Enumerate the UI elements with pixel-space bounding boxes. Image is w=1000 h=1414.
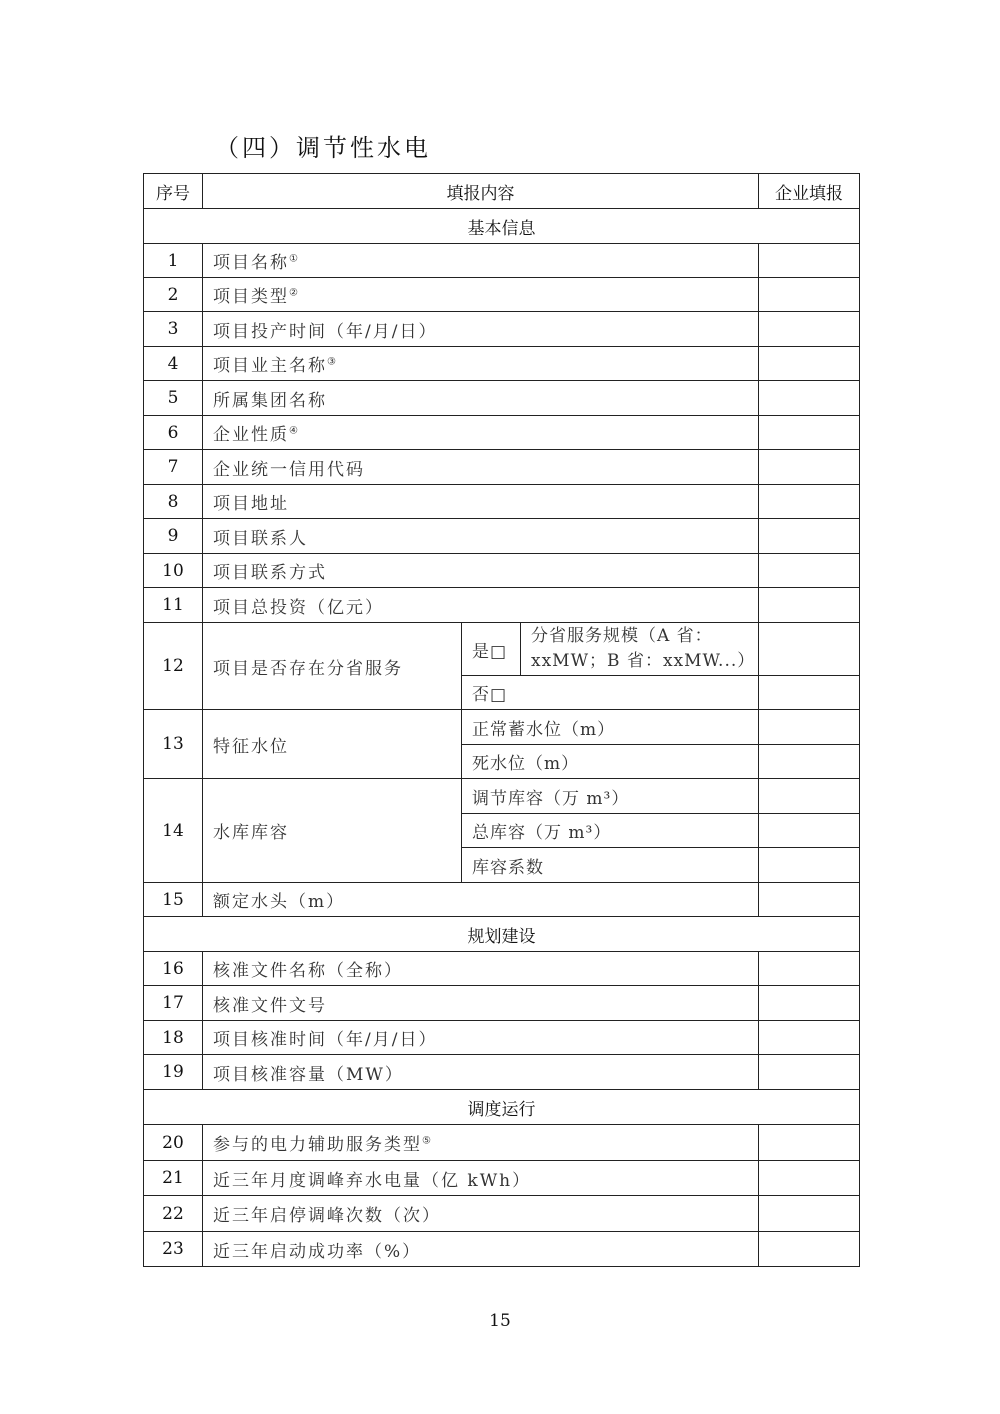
table-row	[144, 244, 860, 278]
row-label: 项目是否存在分省服务	[203, 623, 462, 710]
row-label: 近三年启动成功率（%）	[203, 1232, 759, 1267]
row-label	[203, 1125, 759, 1161]
row-number: 6	[144, 416, 203, 450]
fill-cell[interactable]	[759, 1161, 860, 1196]
row-label: 核准文件文号	[203, 986, 759, 1021]
fill-cell[interactable]	[759, 381, 860, 416]
row-number: 7	[144, 450, 203, 485]
row-number: 18	[144, 1021, 203, 1055]
footnote-marker: ①	[289, 253, 300, 265]
row-number: 16	[144, 952, 203, 986]
section-row	[144, 917, 860, 952]
row-label: 水库库容	[203, 779, 462, 883]
row-label: 企业统一信用代码	[203, 450, 759, 485]
row-label: 近三年月度调峰弃水电量（亿 kWh）	[203, 1161, 759, 1196]
table-row	[144, 312, 860, 347]
footnote-marker: ⑤	[422, 1135, 433, 1147]
footnote-marker: ③	[327, 356, 338, 368]
row-number: 22	[144, 1196, 203, 1232]
row-label: 近三年启停调峰次数（次）	[203, 1196, 759, 1232]
row-label-text: 项目类型	[213, 287, 289, 307]
row-label: 项目联系方式	[203, 554, 759, 588]
row-label: 项目核准容量（MW）	[203, 1055, 759, 1090]
table-row	[144, 952, 860, 986]
row-number: 20	[144, 1125, 203, 1161]
row-number: 19	[144, 1055, 203, 1090]
row-label: 项目核准时间（年/月/日）	[203, 1021, 759, 1055]
row-label: 项目投产时间（年/月/日）	[203, 312, 759, 347]
table-row	[144, 381, 860, 416]
row-label	[203, 244, 759, 278]
header-seq: 序号	[144, 174, 203, 209]
table-row	[144, 1055, 860, 1090]
footnote-marker: ②	[289, 287, 300, 299]
row-label: 所属集团名称	[203, 381, 759, 416]
table-row	[144, 1021, 860, 1055]
fill-cell[interactable]	[759, 676, 860, 710]
sub-item-label: 调节库容（万 m³）	[462, 779, 759, 814]
form-table	[143, 173, 860, 1267]
page-title: （四）调节性水电	[215, 134, 431, 162]
row-label	[203, 347, 759, 381]
sub-item-label: 库容系数	[462, 848, 759, 883]
table-row	[144, 485, 860, 519]
table-row	[144, 1125, 860, 1161]
table-row	[144, 883, 860, 917]
row-label	[203, 416, 759, 450]
table-row	[144, 623, 860, 676]
section-dispatch: 调度运行	[144, 1090, 860, 1125]
row-label: 项目地址	[203, 485, 759, 519]
row-label: 额定水头（m）	[203, 883, 759, 917]
row-number: 13	[144, 710, 203, 779]
fill-cell[interactable]	[759, 1021, 860, 1055]
fill-cell[interactable]	[759, 554, 860, 588]
table-row	[144, 450, 860, 485]
row-label-text: 参与的电力辅助服务类型	[213, 1135, 422, 1155]
fill-cell[interactable]	[759, 986, 860, 1021]
fill-cell[interactable]	[759, 710, 860, 745]
row-label: 特征水位	[203, 710, 462, 779]
fill-cell[interactable]	[759, 1232, 860, 1267]
table-row	[144, 779, 860, 814]
header-content: 填报内容	[203, 174, 759, 209]
row-number: 4	[144, 347, 203, 381]
row-label-text: 项目名称	[213, 253, 289, 273]
fill-cell[interactable]	[759, 883, 860, 917]
row-number: 14	[144, 779, 203, 883]
option-no[interactable]: 否□	[462, 676, 759, 710]
table-row	[144, 347, 860, 381]
fill-cell[interactable]	[759, 485, 860, 519]
fill-cell[interactable]	[759, 519, 860, 554]
row-number: 21	[144, 1161, 203, 1196]
footnote-marker: ④	[289, 425, 300, 437]
row-number: 15	[144, 883, 203, 917]
option-yes[interactable]: 是□	[462, 623, 521, 676]
table-row	[144, 519, 860, 554]
row-number: 2	[144, 278, 203, 312]
fill-cell[interactable]	[759, 779, 860, 814]
table-row	[144, 554, 860, 588]
row-number: 1	[144, 244, 203, 278]
section-planning: 规划建设	[144, 917, 860, 952]
row-number: 10	[144, 554, 203, 588]
page-number: 15	[489, 1311, 511, 1331]
row-number: 12	[144, 623, 203, 710]
row-label: 项目总投资（亿元）	[203, 588, 759, 623]
table-row	[144, 1196, 860, 1232]
fill-cell[interactable]	[759, 347, 860, 381]
table-row	[144, 1232, 860, 1267]
table-row	[144, 986, 860, 1021]
row-label: 项目联系人	[203, 519, 759, 554]
option-yes-detail: 分省服务规模（A 省：xxMW；B 省：xxMW...）	[521, 623, 759, 676]
sub-item-label: 死水位（m）	[462, 745, 759, 779]
fill-cell[interactable]	[759, 952, 860, 986]
fill-cell[interactable]	[759, 848, 860, 883]
row-label	[203, 278, 759, 312]
fill-cell[interactable]	[759, 745, 860, 779]
row-number: 9	[144, 519, 203, 554]
row-number: 8	[144, 485, 203, 519]
table-row	[144, 588, 860, 623]
section-row	[144, 1090, 860, 1125]
row-number: 11	[144, 588, 203, 623]
fill-cell[interactable]	[759, 278, 860, 312]
table-row	[144, 710, 860, 745]
table-header-row	[144, 174, 860, 209]
table-row	[144, 1161, 860, 1196]
row-label-text: 项目业主名称	[213, 356, 327, 376]
row-label-text: 企业性质	[213, 425, 289, 445]
section-basic-info: 基本信息	[144, 209, 860, 244]
fill-cell[interactable]	[759, 1125, 860, 1161]
sub-item-label: 总库容（万 m³）	[462, 814, 759, 848]
row-number: 17	[144, 986, 203, 1021]
header-fill: 企业填报	[759, 174, 860, 209]
sub-item-label: 正常蓄水位（m）	[462, 710, 759, 745]
row-number: 3	[144, 312, 203, 347]
fill-cell[interactable]	[759, 244, 860, 278]
table-row	[144, 416, 860, 450]
table-row	[144, 278, 860, 312]
row-number: 23	[144, 1232, 203, 1267]
fill-cell[interactable]	[759, 588, 860, 623]
fill-cell[interactable]	[759, 312, 860, 347]
fill-cell[interactable]	[759, 416, 860, 450]
row-number: 5	[144, 381, 203, 416]
section-row	[144, 209, 860, 244]
row-label: 核准文件名称（全称）	[203, 952, 759, 986]
fill-cell[interactable]	[759, 1196, 860, 1232]
fill-cell[interactable]	[759, 623, 860, 676]
fill-cell[interactable]	[759, 1055, 860, 1090]
fill-cell[interactable]	[759, 814, 860, 848]
fill-cell[interactable]	[759, 450, 860, 485]
